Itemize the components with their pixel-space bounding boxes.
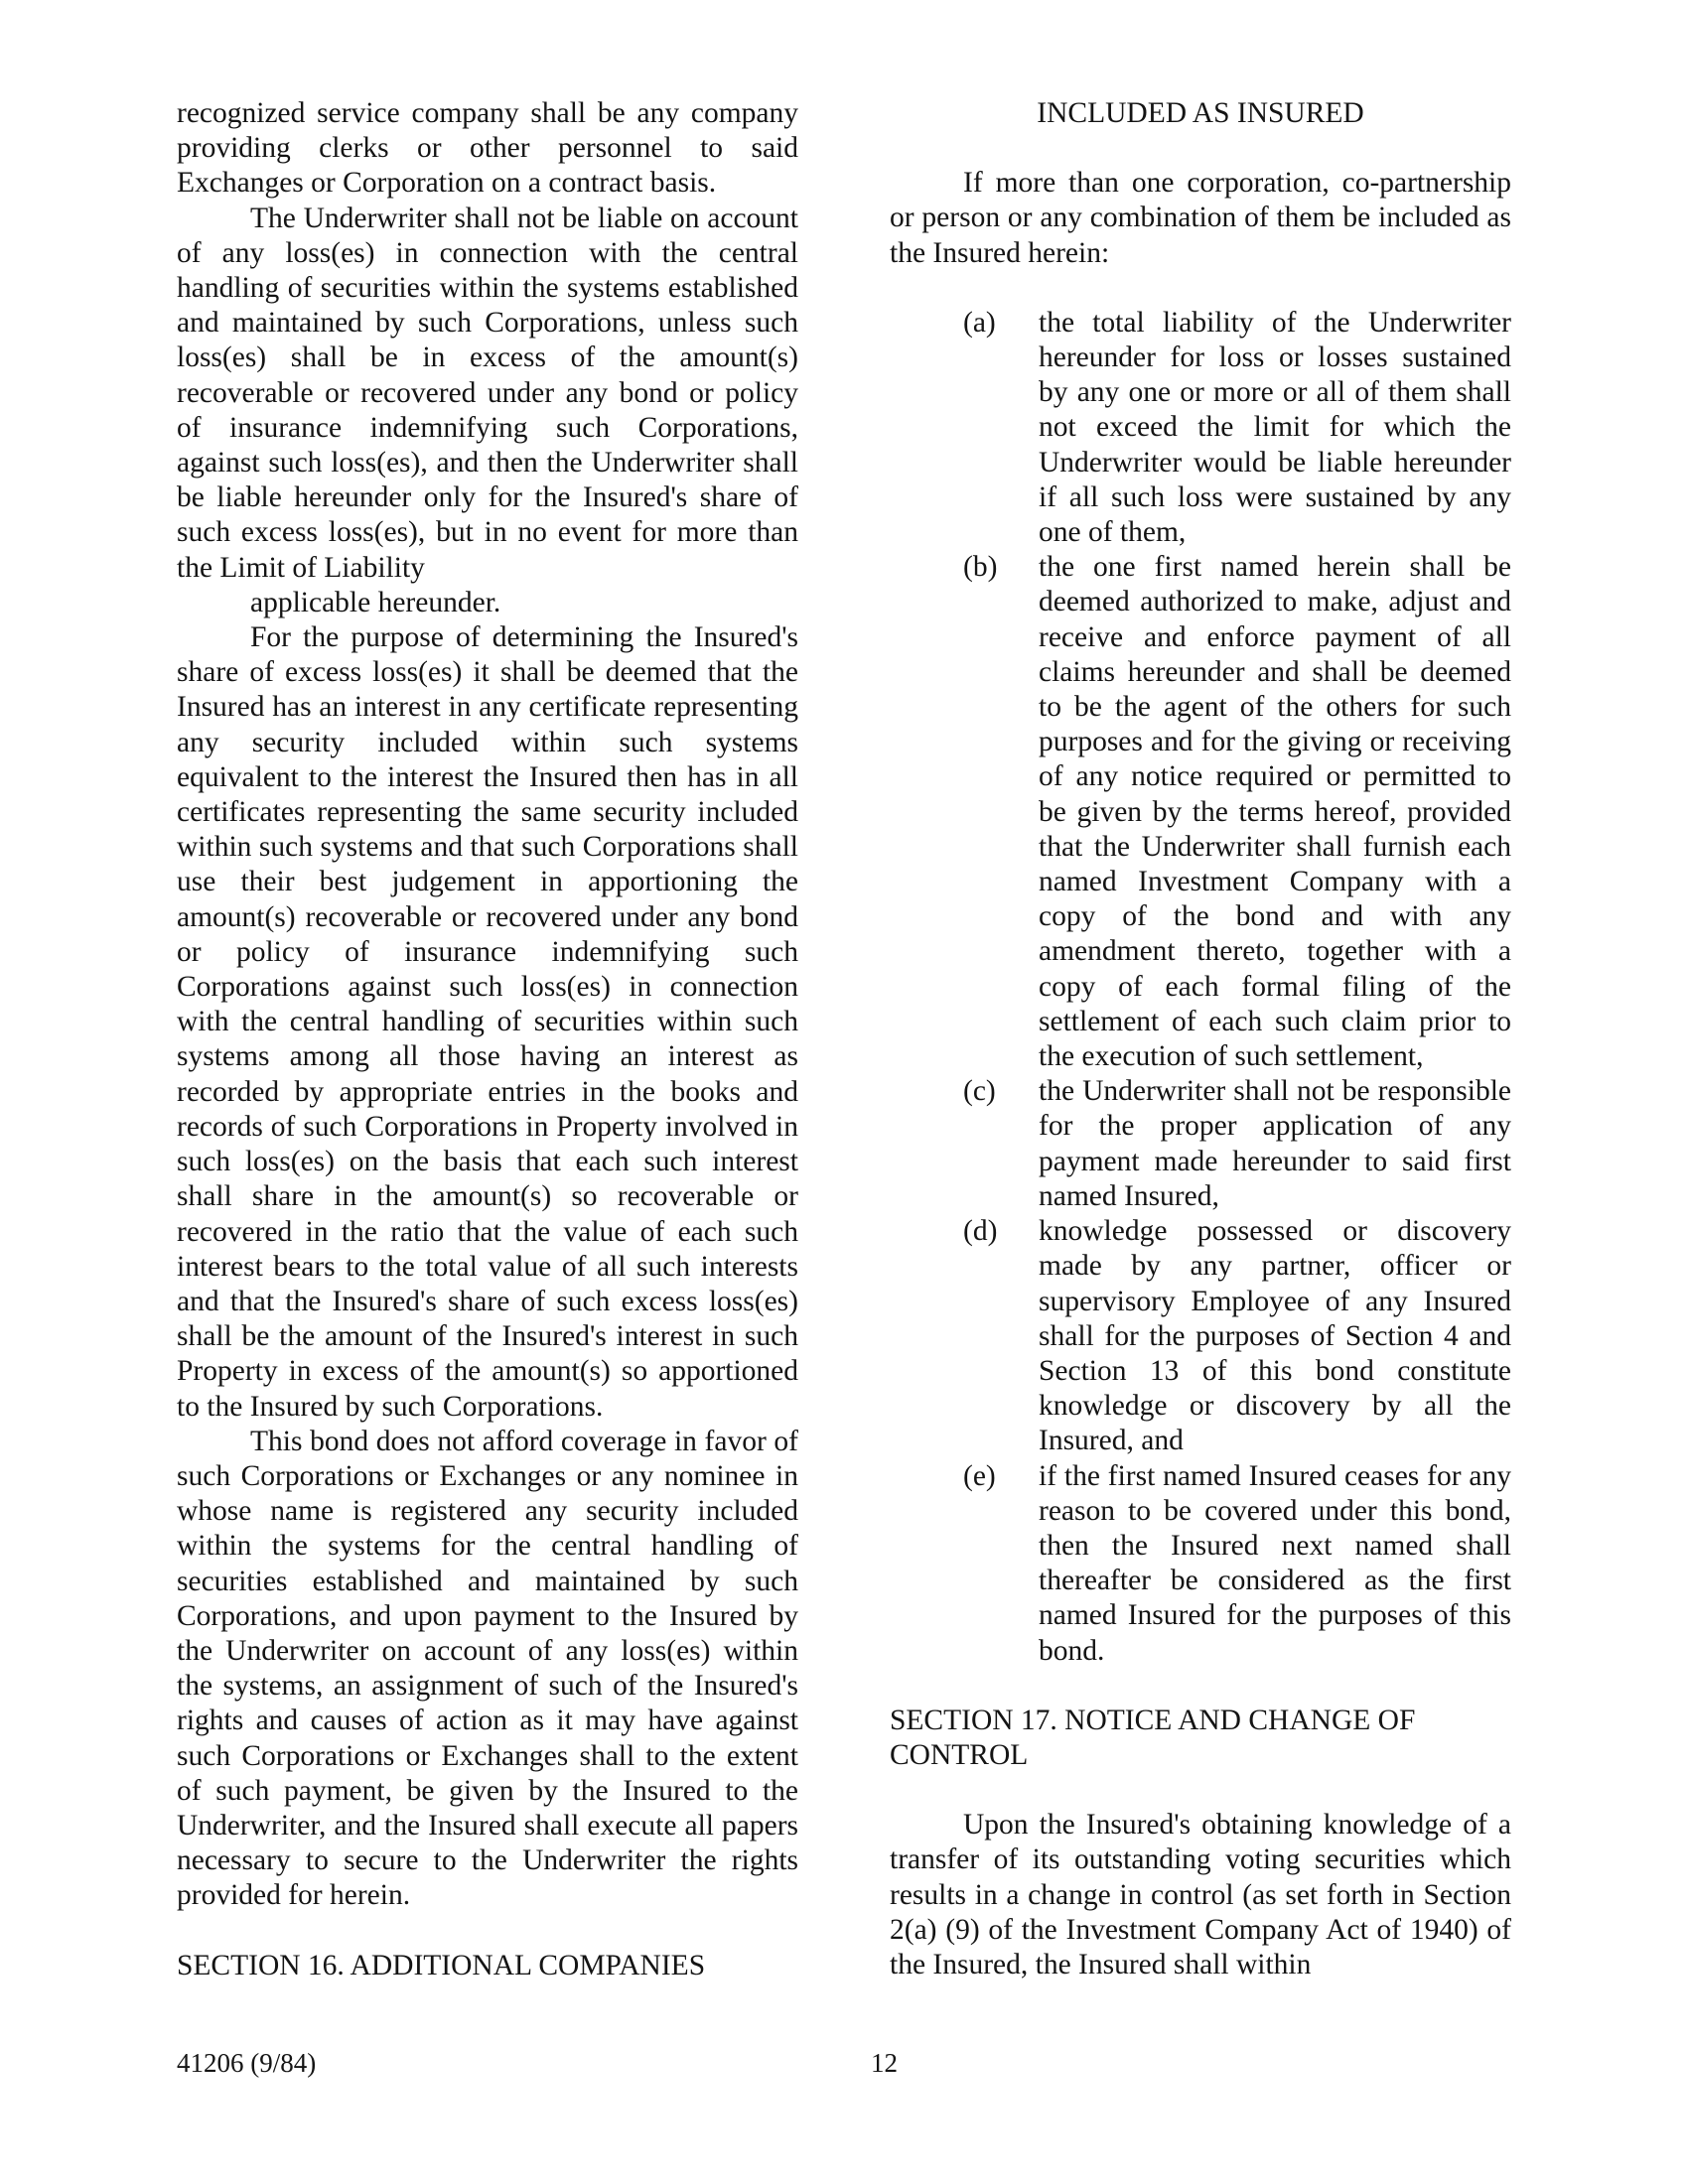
list-item-label: (d) (963, 1215, 998, 1248)
list-item-text: the Underwriter shall not be responsible for the proper application of any payment made hereunder to said first named Insured, (1039, 1075, 1511, 1212)
list-item-text: the one first named herein shall be deemed authorized to make, adjust and receive and enforce payment of all claims hereunder and shall be deemed to be the agent of the others for such purposes and for the giving or receiving of any notice required or permitted to be given by the terms hereof, provided that the Underwriter shall furnish each named Investment Company with a copy of the bond and with any amendment thereto, together with a copy of each formal filing of the settlement of each such claim prior to the execution of such settlement, (1039, 551, 1511, 1073)
paragraph-underwriter-liability (177, 202, 798, 620)
paragraph-notice: Upon the Insured's obtaining knowledge of a transfer of its outstanding voting securities which results in a change in control (as set forth in Section 2(a) (9) of the Investment Company Act of 1940) of the Insured, the Insured shall within (890, 1809, 1511, 1980)
paragraph-insured-share: For the purpose of determining the Insured's share of excess loss(es) it shall be deemed that the Insured has an interest in any certificate representing any security included within such systems equivalent to the interest the Insured then has in all certificates representing the same security included within such systems and that such Corporations shall use their best judgement in apportioning the amount(s) recoverable or recovered under any bond or policy of insurance indemnifying such Corporations against such loss(es) in connection with the central handling of securities within such systems among all those having an interest as recorded by appropriate entries in the books and records of such Corporations in Property involved in such loss(es) on the basis that each such interest shall share in the amount(s) so recoverable or recovered in the ratio that the value of each such interest bears to the total value of all such interests and that the Insured's share of such excess loss(es) shall be the amount of the Insured's interest in such Property in excess of the amount(s) so apportioned to the Insured by such Corporations. (177, 621, 798, 1423)
list-item (890, 306, 1511, 550)
spacer (177, 1914, 798, 1949)
paragraph-line: applicable hereunder. (250, 586, 501, 618)
list-item-label: (b) (963, 551, 998, 584)
spacer (890, 131, 1511, 166)
spacer (890, 1669, 1511, 1704)
list-item-label: (a) (963, 306, 996, 339)
right-column (890, 96, 1511, 1982)
page-number: 12 (871, 2048, 898, 2078)
list-item-text: if the first named Insured ceases for any reason to be covered under this bond, then the Insured next named shall thereafter be considered as the first named Insured for the purposes of this bond. (1039, 1459, 1511, 1667)
spacer (890, 1773, 1511, 1808)
paragraph-line: The Underwriter shall not be liable on account of any loss(es) in connection with the central handling of securities within the systems established and maintained by such Corporations, unless such loss(es) shall be in excess of the amount(s) recoverable or recovered under any bond or policy of insurance indemnifying such Corporations, against such loss(es), and then the Underwriter shall be liable hereunder only for the Insured's share of such excess loss(es), but in no event for more than the Limit of Liability (177, 202, 798, 584)
list-item (890, 1459, 1511, 1669)
list-item-label: (e) (963, 1459, 996, 1492)
list-item-text: the total liability of the Underwriter hereunder for loss or losses sustained by any one or more or all of them shall not exceed the limit for which the Underwriter would be liable hereunder if all such loss were sustained by any one of them, (1039, 306, 1511, 549)
list-item-text: knowledge possessed or discovery made by any partner, officer or supervisory Employee of any Insured shall for the purposes of Section 4 and Section 13 of this bond constitute knowledge or discovery by all the Insured, and (1039, 1215, 1511, 1457)
section-17-heading: SECTION 17. NOTICE AND CHANGE OF CONTROL (890, 1704, 1416, 1771)
list-item (890, 1074, 1511, 1214)
paragraph-multiple-insured: If more than one corporation, co-partnership or person or any combination of them be included as the Insured herein: (890, 167, 1511, 269)
paragraph-service-company: recognized service company shall be any company providing clerks or other personnel to said Exchanges or Corporation on a contract basis. (177, 97, 798, 200)
list-item (890, 550, 1511, 1074)
paragraph-coverage-exclusion: This bond does not afford coverage in favor of such Corporations or Exchanges or any nominee in whose name is registered any security included within the systems for the central handling of securities established and maintained by such Corporations, and upon payment to the Insured by the Underwriter on account of any loss(es) within the systems, an assignment of such of the Insured's rights and causes of action as it may have against such Corporations or Exchanges shall to the extent of such payment, be given by the Insured to the Underwriter, and the Insured shall execute all papers necessary to secure to the Underwriter the rights provided for herein. (177, 1425, 798, 1912)
section-16-heading: SECTION 16. ADDITIONAL COMPANIES (177, 1949, 706, 1981)
left-column (177, 96, 798, 1983)
list-item-label: (c) (963, 1075, 996, 1108)
spacer (890, 271, 1511, 306)
form-number: 41206 (9/84) (177, 2048, 317, 2078)
list-item (890, 1214, 1511, 1458)
section-16-subheading: INCLUDED AS INSURED (1037, 97, 1364, 129)
